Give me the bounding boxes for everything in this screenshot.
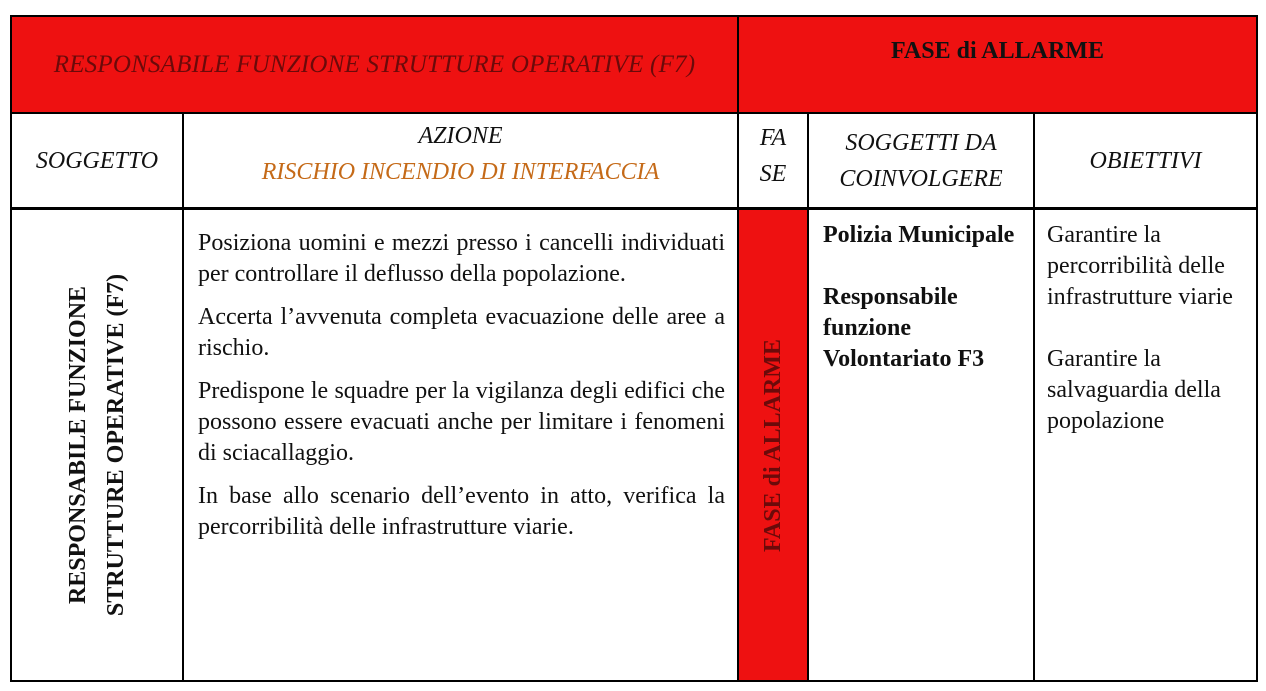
azione-item: Predispone le squadre per la vigilanza degli edifici che possono essere evacuati anche per limitare i fenomeni di sciacallaggio. bbox=[198, 378, 725, 466]
col-header-fase bbox=[739, 114, 809, 210]
soggetti-cell bbox=[809, 210, 1035, 680]
soggetto-vertical-text bbox=[59, 274, 135, 616]
col-header-azione bbox=[184, 114, 739, 210]
header-title-cell bbox=[12, 17, 739, 114]
fase-vertical-text: FASE di ALLARME bbox=[759, 338, 786, 552]
header-title: RESPONSABILE FUNZIONE STRUTTURE OPERATIVE (F7) bbox=[53, 50, 696, 78]
soggetto-cell bbox=[12, 210, 184, 680]
soggetto-line-2: STRUTTURE OPERATIVE (F7) bbox=[103, 273, 130, 617]
col-fase-label-2: SE bbox=[759, 160, 787, 187]
col-obiettivi-label: OBIETTIVI bbox=[1089, 147, 1202, 174]
col-azione-label: AZIONE bbox=[418, 122, 503, 149]
col-header-soggetto bbox=[12, 114, 184, 210]
header-phase-title: FASE di ALLARME bbox=[891, 38, 1104, 64]
obiettivo-item: Garantire la salvaguardia della popolazione bbox=[1047, 346, 1221, 434]
procedure-table bbox=[10, 15, 1258, 682]
col-soggetti-label-2: COINVOLGERE bbox=[839, 165, 1003, 192]
azione-item: Posiziona uomini e mezzi presso i cancelli individuati per controllare il deflusso della popolazione. bbox=[198, 230, 725, 287]
obiettivi-cell bbox=[1035, 210, 1256, 680]
col-header-obiettivi bbox=[1035, 114, 1256, 210]
soggetto-line-1: RESPONSABILE FUNZIONE bbox=[65, 285, 92, 605]
header-phase-cell bbox=[739, 17, 1256, 114]
obiettivo-item: Garantire la percorribilità delle infrastrutture viarie bbox=[1047, 222, 1233, 310]
col-fase-label-1: FA bbox=[759, 124, 787, 151]
soggetto-coinvolto: Responsabile funzione Volontariato F3 bbox=[823, 284, 985, 372]
azione-item: Accerta l’avvenuta completa evacuazione delle aree a rischio. bbox=[198, 304, 725, 361]
azione-cell bbox=[184, 210, 739, 680]
col-soggetti-label-1: SOGGETTI DA bbox=[845, 129, 997, 156]
azione-item: In base allo scenario dell’evento in atto, verifica la percorribilità delle infrastrutture viarie. bbox=[198, 483, 725, 540]
soggetto-coinvolto: Polizia Municipale bbox=[823, 222, 1015, 248]
col-azione-subtitle: RISCHIO INCENDIO DI INTERFACCIA bbox=[261, 158, 660, 185]
col-header-soggetti bbox=[809, 114, 1035, 210]
col-soggetto-label: SOGGETTO bbox=[35, 147, 159, 174]
fase-cell bbox=[739, 210, 809, 680]
